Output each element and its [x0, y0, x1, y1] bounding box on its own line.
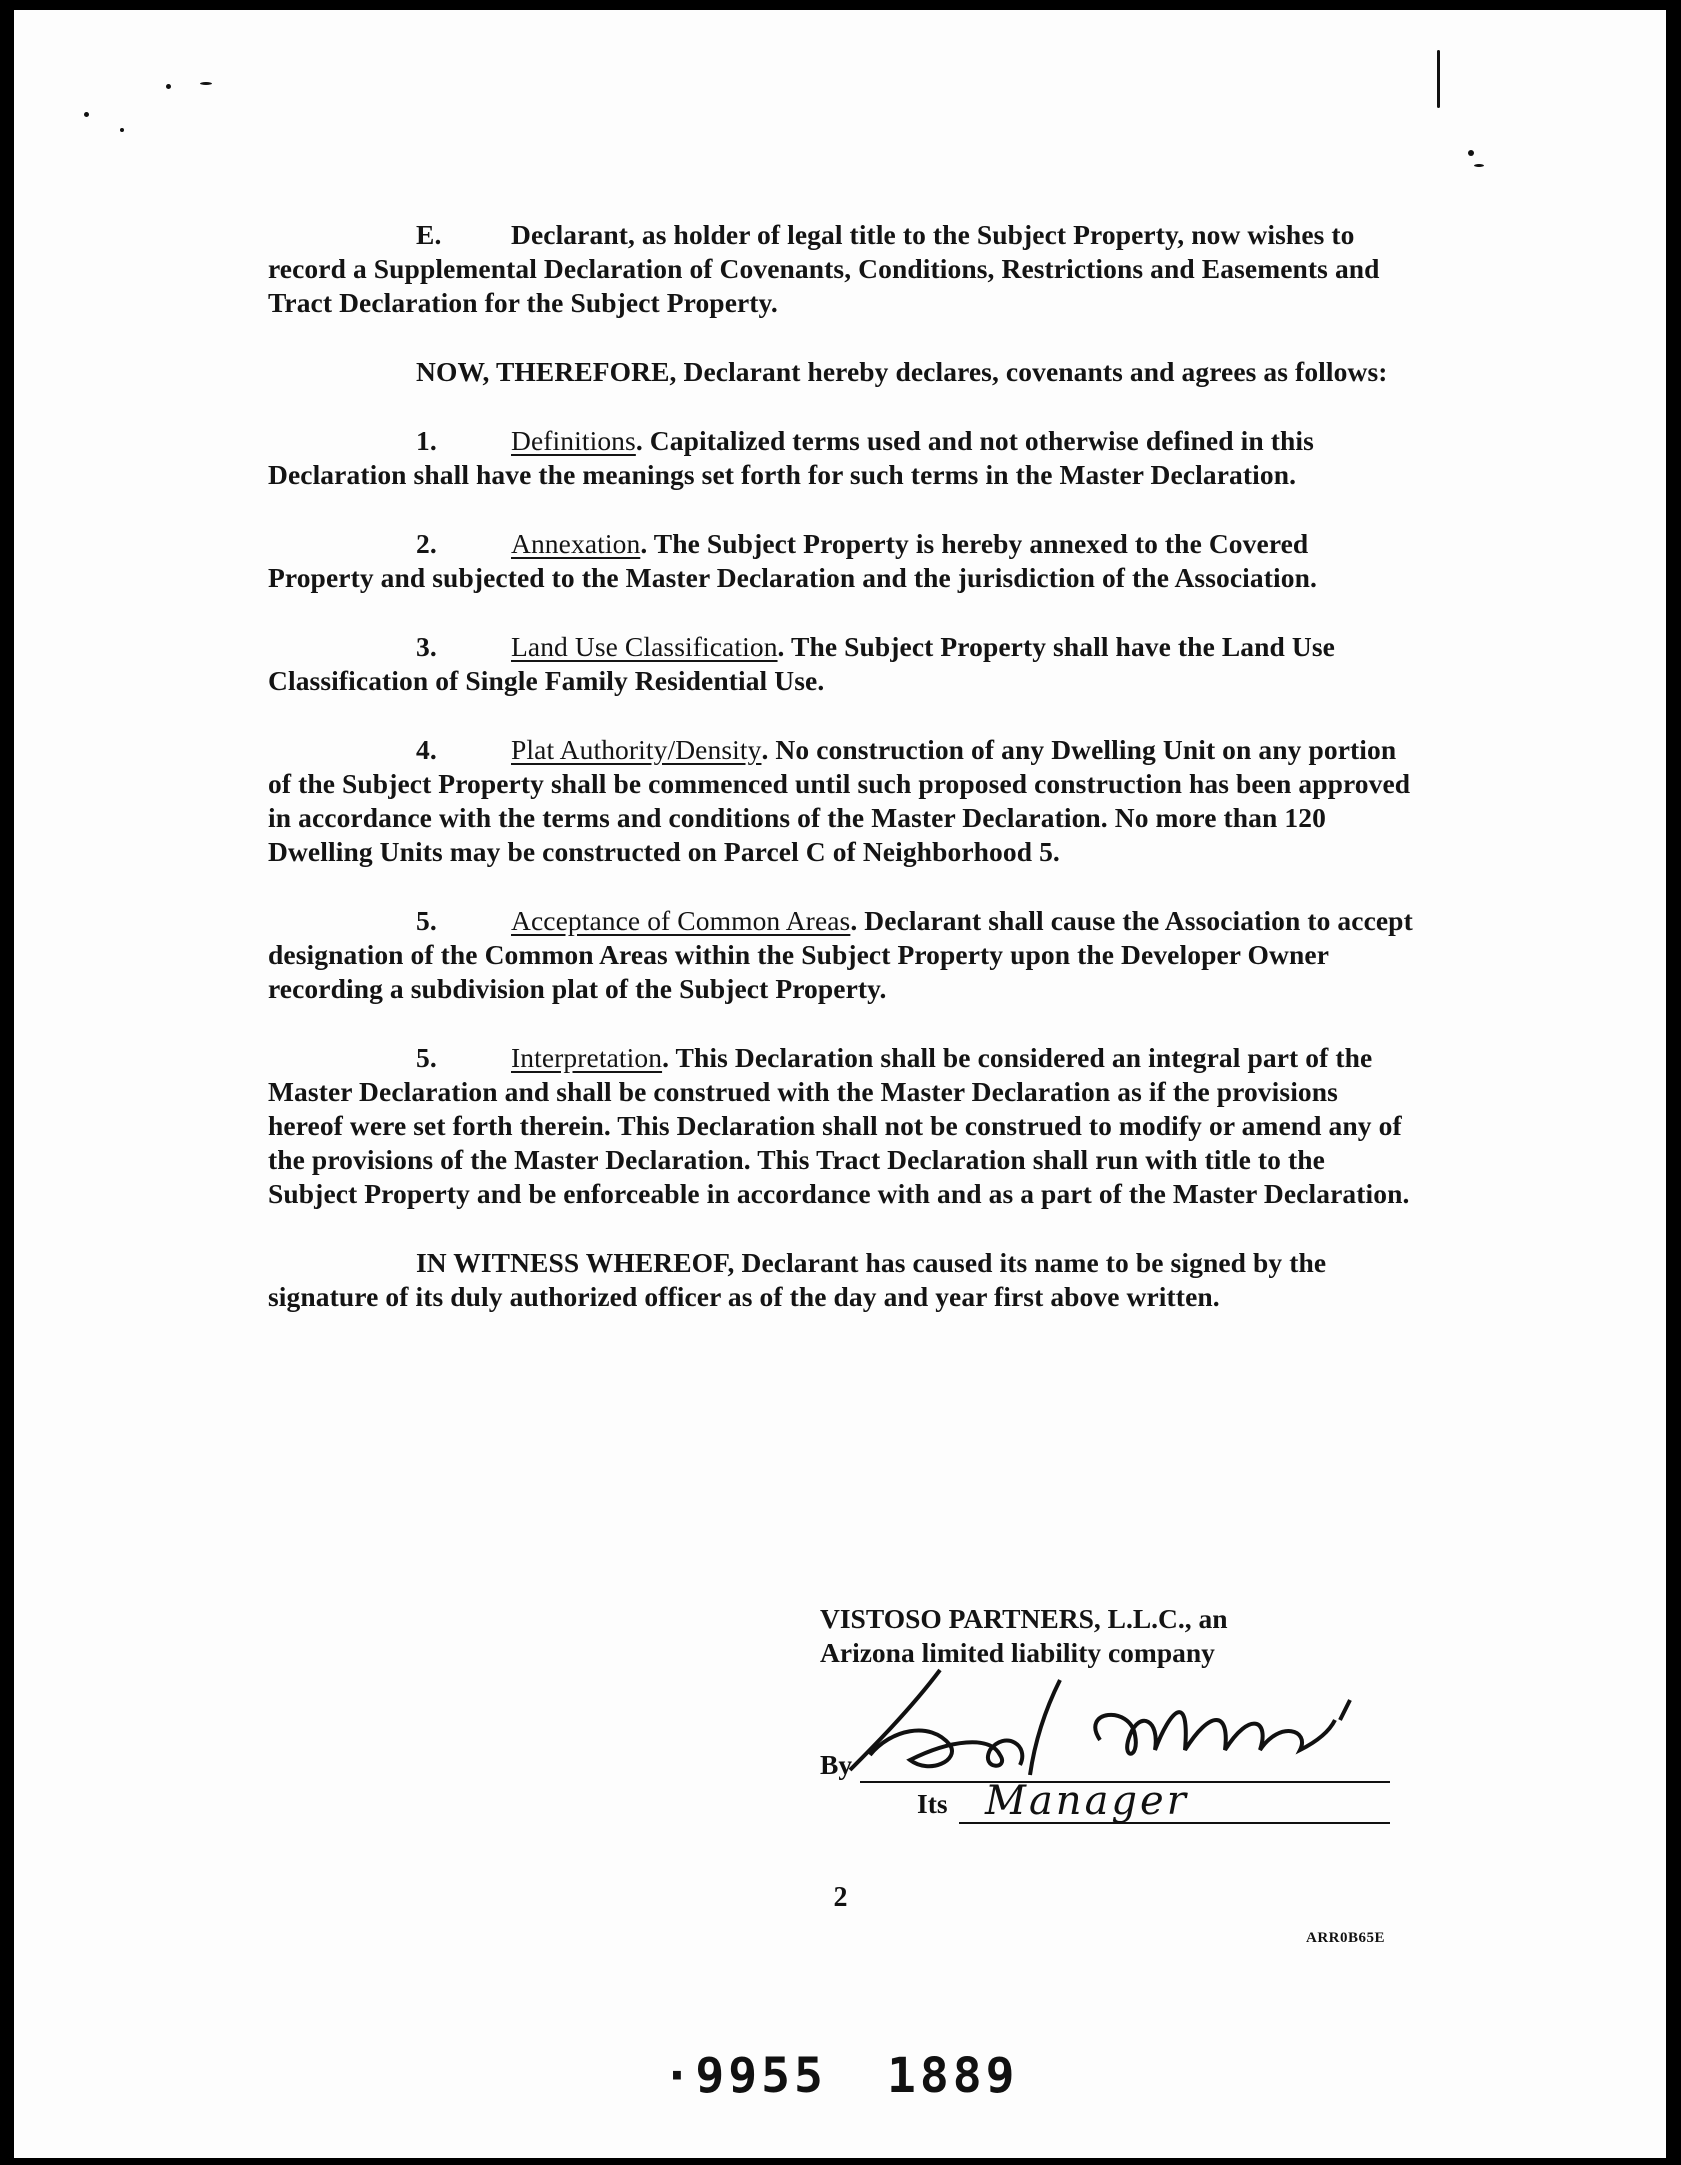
paragraph-text: . Declarant shall cause the Association to accept designation of the Common Areas within the Subject Property upon the Developer Owner recording a subdivision plat of the Subject Property. — [268, 905, 1413, 1004]
scan-speck — [120, 128, 124, 132]
paragraph-text: . This Declaration shall be considered an integral part of the Master Declaration and shall be construed with the Master Declaration as if the provisions hereof were set forth therein. This Declaration shall not be construed to modify or amend any of the provisions of the Master Declaration. This Tract Declaration shall run with title to the Subject Property and be enforceable in accordance with and as a part of the Master Declaration. — [268, 1042, 1410, 1209]
paragraph-number: 3. — [416, 631, 437, 662]
scan-speck — [1468, 150, 1474, 156]
paragraph-heading: Acceptance of Common Areas — [511, 905, 851, 936]
paragraph-common-areas — [268, 904, 1418, 1006]
paragraph-text: IN WITNESS WHEREOF, Declarant has caused its name to be signed by the signature of its duly authorized officer as of the day and year first above written. — [268, 1247, 1327, 1312]
stamp-number-right: 1889 — [886, 2048, 1019, 2104]
paragraph-definitions — [268, 424, 1418, 492]
paragraph-text: . No construction of any Dwelling Unit on any portion of the Subject Property shall be commenced until such proposed construction has been approved in accordance with the terms and conditions of the Master Declaration. No more than 120 Dwelling Units may be constructed on Parcel C of Neighborhood 5. — [268, 734, 1411, 867]
stamp-dot: · — [662, 2048, 696, 2104]
company-name-line: VISTOSO PARTNERS, L.L.C., an — [820, 1603, 1228, 1634]
paragraph-number: E. — [416, 219, 442, 250]
paragraph-annexation — [268, 527, 1418, 595]
paragraph-number: 4. — [416, 734, 437, 765]
paragraph-interpretation — [268, 1041, 1418, 1211]
signature-its-line — [917, 1778, 1390, 1828]
its-label: Its — [917, 1788, 948, 1819]
scan-speck — [84, 112, 89, 117]
paragraph-heading: Definitions — [511, 425, 636, 456]
paragraph-text: . The Subject Property shall have the Land Use Classification of Single Family Residential Use. — [268, 631, 1335, 696]
paragraph-text: Declarant, as holder of legal title to the Subject Property, now wishes to record a Supplemental Declaration of Covenants, Conditions, Restrictions and Easements and Tract Declaration for the Subject Property. — [268, 219, 1380, 318]
paragraph-heading: Interpretation — [511, 1042, 663, 1073]
paragraph-e — [268, 218, 1418, 320]
paragraph-heading: Land Use Classification — [511, 631, 778, 662]
scan-speck — [1474, 164, 1484, 167]
paragraph-heading: Plat Authority/Density — [511, 734, 762, 765]
its-handwritten-value: Manager — [985, 1778, 1189, 1824]
page-number: 2 — [833, 1882, 848, 1913]
paragraph-number: 5. — [416, 905, 437, 936]
paragraph-number: 2. — [416, 528, 437, 559]
paragraph-number: 5. — [416, 1042, 437, 1073]
by-label: By — [820, 1749, 853, 1780]
paragraph-number: 1. — [416, 425, 437, 456]
paragraph-in-witness — [268, 1246, 1418, 1314]
scan-speck — [1437, 50, 1440, 108]
recording-stamp — [0, 2048, 1681, 2104]
paragraph-heading: Annexation — [511, 528, 641, 559]
paragraph-text: . Capitalized terms used and not otherwise defined in this Declaration shall have the meanings set forth for such terms in the Master Declaration. — [268, 425, 1314, 490]
paragraph-land-use — [268, 630, 1418, 698]
document-code: ARR0B65E — [1306, 1930, 1386, 1946]
stamp-number-left: 9955 — [695, 2048, 827, 2104]
paragraph-text: NOW, THEREFORE, Declarant hereby declares, covenants and agrees as follows: — [416, 356, 1388, 387]
handwritten-signature — [830, 1650, 1420, 1790]
declaration-body — [268, 218, 1418, 1349]
paragraph-text: . The Subject Property is hereby annexed to the Covered Property and subjected to the Master Declaration and the jurisdiction of the Association. — [268, 528, 1317, 593]
paragraph-plat-authority — [268, 733, 1418, 869]
company-type-line: Arizona limited liability company — [820, 1637, 1215, 1668]
paragraph-now-therefore — [268, 355, 1418, 389]
scan-speck — [166, 84, 171, 89]
scan-speck — [200, 82, 212, 85]
